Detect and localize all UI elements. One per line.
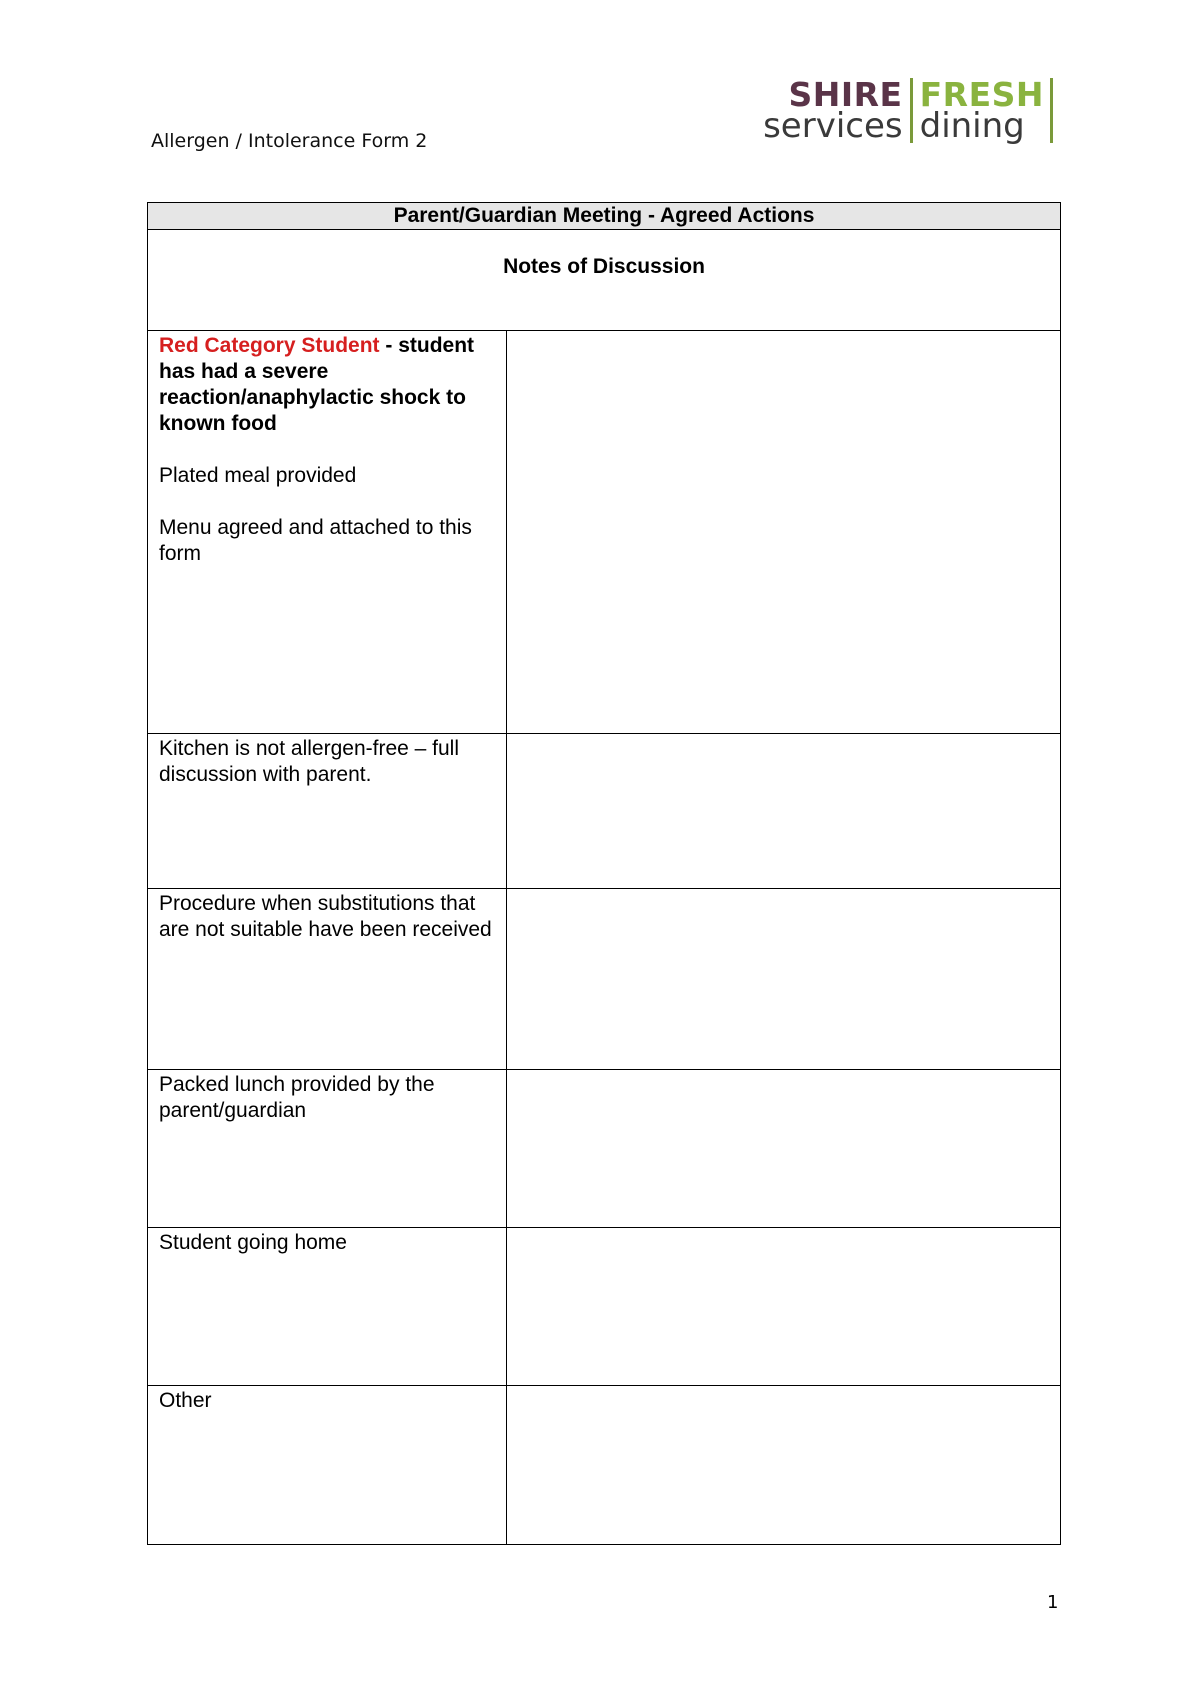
table-row-other: [148, 1386, 1060, 1544]
logo-shire-word: SHIRE: [788, 75, 903, 114]
notes-field-substitutions[interactable]: [507, 889, 1060, 1069]
table-row-packed-lunch: [148, 1070, 1060, 1228]
form-title: Allergen / Intolerance Form 2: [151, 130, 428, 152]
row-label-red-category: [148, 331, 507, 733]
notes-field-packed-lunch[interactable]: [507, 1070, 1060, 1227]
company-logo: [763, 75, 1053, 146]
table-heading: Parent/Guardian Meeting - Agreed Actions: [148, 203, 1060, 230]
notes-field-other[interactable]: [507, 1386, 1060, 1544]
menu-agreed-text: Menu agreed and attached to this form: [159, 516, 472, 565]
agreed-actions-table: [147, 202, 1061, 1545]
red-category-label: Red Category Student: [159, 334, 380, 357]
plated-meal-text: Plated meal provided: [159, 464, 357, 487]
table-row-going-home: [148, 1228, 1060, 1386]
logo-right-block: [913, 75, 1053, 146]
notes-field-kitchen[interactable]: [507, 734, 1060, 888]
row-label-substitutions: Procedure when substitutions that are not suitable have been received: [148, 889, 507, 1069]
notes-field-going-home[interactable]: [507, 1228, 1060, 1385]
row-label-kitchen: Kitchen is not allergen-free – full discussion with parent.: [148, 734, 507, 888]
logo-fresh-word: FRESH: [919, 75, 1044, 114]
red-category-description: - student has had a severe reaction/anaphylactic shock to known food: [159, 334, 475, 435]
table-row-kitchen: [148, 734, 1060, 889]
red-category-heading: [159, 333, 496, 437]
notes-field-red-category[interactable]: [507, 331, 1060, 733]
table-row-red-category: [148, 331, 1060, 734]
logo-dining-word: dining: [919, 106, 1025, 146]
logo-left-block: [763, 75, 913, 146]
page-number: 1: [1047, 1592, 1059, 1613]
logo-services-word: services: [763, 106, 903, 146]
notes-heading: Notes of Discussion: [148, 230, 1060, 331]
row-label-other: Other: [148, 1386, 507, 1544]
row-label-going-home: Student going home: [148, 1228, 507, 1385]
table-row-substitutions: [148, 889, 1060, 1070]
row-label-packed-lunch: Packed lunch provided by the parent/guardian: [148, 1070, 507, 1227]
